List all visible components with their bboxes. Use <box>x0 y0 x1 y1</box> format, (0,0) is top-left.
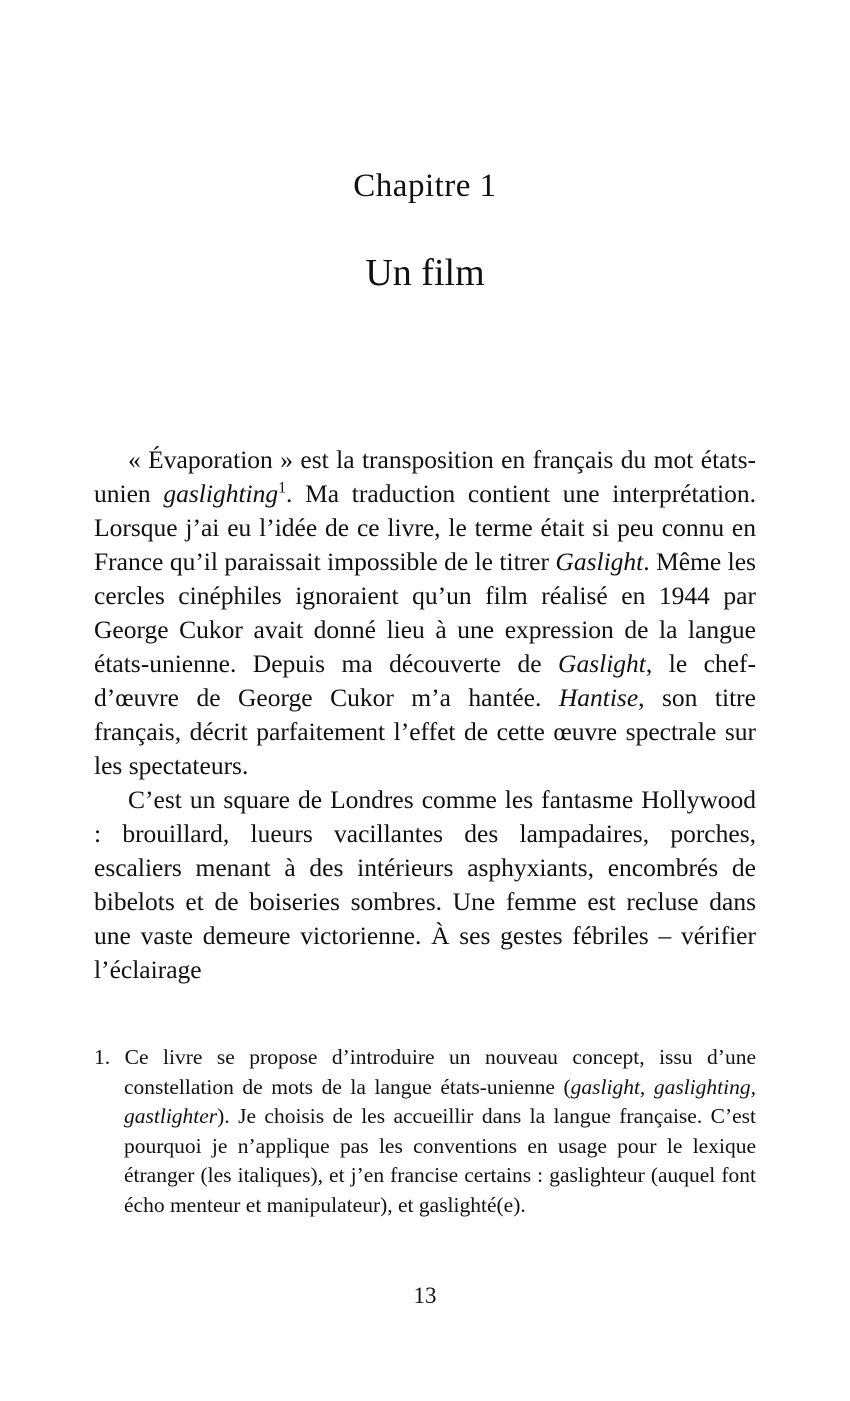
footnote: 1. Ce livre se propose d’introduire un nouveau concept, issu d’une constellation de mots de la langue états-unienne (gaslight, gaslighting, gastlighter). Je choisis de les accueillir dans la langue française. C’est pourquoi je n’applique pas les conventions en usage pour le lexique étranger (les italiques), et j’en francise certains : gaslighteur (auquel font écho menteur et manipulateur), et gaslighté(e). <box>94 1045 756 1217</box>
page-number: 13 <box>413 1283 437 1308</box>
section-title: Un film <box>365 252 485 294</box>
paragraph: « Évaporation » est la transposition en français du mot états-unien gaslighting$^1$. Ma traduction contient une interprétation. Lorsque j’ai eu l’idée de ce livre, le terme était si peu connu en France qu’il paraissait impossible de le titrer Gaslight. Même les cercles cinéphiles ignoraient qu’un film réalisé en 1944 par George Cukor avait donné lieu à une expression de la langue états-unienne. Depuis ma découverte de Gaslight, le chef-d’œuvre de George Cukor m’a hantée. Hantise, son titre français, décrit parfaitement l’effet de cette œuvre spectrale sur les spectateurs. <box>94 445 756 780</box>
chapter-title: Chapitre 1 <box>353 168 497 204</box>
body-text <box>94 443 756 987</box>
paragraph: C’est un square de Londres comme les fantasme Hollywood : brouillard, lueurs vacillantes des lampadaires, porches, escaliers menant à des intérieurs asphyxiants, encombrés de bibelots et de boiseries sombres. Une femme est recluse dans une vaste demeure victorienne. À ses gestes fébriles – vérifier l’éclairage <box>94 785 756 984</box>
